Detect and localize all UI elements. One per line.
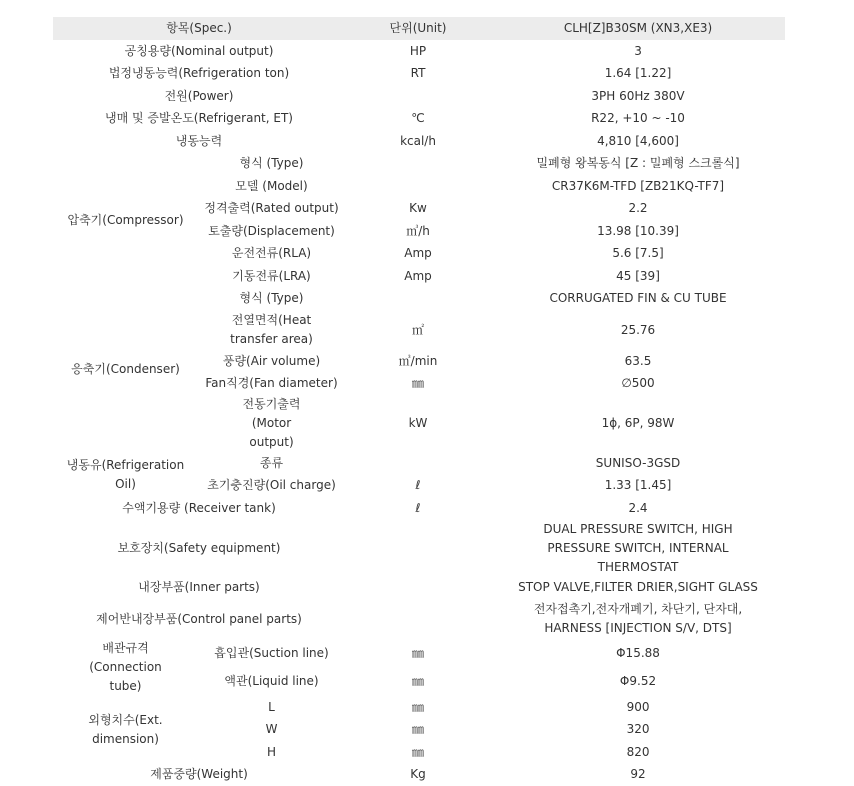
row-value: 13.98 [10.39] [491, 220, 785, 243]
table-row [53, 639, 785, 668]
table-row [53, 764, 785, 786]
row-label: H [198, 741, 345, 764]
spec-table [53, 17, 785, 786]
row-value: 1ϕ, 6P, 98W [491, 395, 785, 452]
table-row [53, 40, 785, 63]
table-row [53, 63, 785, 86]
row-unit: ㎜ [345, 696, 491, 719]
row-label: 초기충진량(Oil charge) [198, 475, 345, 498]
row-value: 1.64 [1.22] [491, 63, 785, 86]
row-value: 3PH 60Hz 380V [491, 85, 785, 108]
row-unit: ㎜ [345, 373, 491, 396]
row-unit: ℓ [345, 475, 491, 498]
row-value: 63.5 [491, 350, 785, 373]
row-label: 모델 (Model) [198, 175, 345, 198]
table-row [53, 108, 785, 131]
row-unit: ㎜ [345, 639, 491, 668]
row-label: 냉동능력 [53, 130, 345, 153]
row-label: Fan직경(Fan diameter) [198, 373, 345, 396]
row-unit: ㎜ [345, 741, 491, 764]
row-unit [345, 153, 491, 176]
row-label: W [198, 719, 345, 742]
row-unit: HP [345, 40, 491, 63]
row-value: DUAL PRESSURE SWITCH, HIGH PRESSURE SWITCH, INTERNAL THERMOSTAT [491, 520, 785, 577]
header-model: CLH[Z]B30SM (XN3,XE3) [491, 17, 785, 40]
row-label: 냉매 및 증발온도(Refrigerant, ET) [53, 108, 345, 131]
row-value: 2.4 [491, 497, 785, 520]
row-value: CORRUGATED FIN & CU TUBE [491, 288, 785, 311]
row-value: R22, +10 ~ -10 [491, 108, 785, 131]
row-unit: ℓ [345, 497, 491, 520]
row-value: 3 [491, 40, 785, 63]
row-label: 공칭용량(Nominal output) [53, 40, 345, 63]
row-label: 제품중량(Weight) [53, 764, 345, 786]
row-unit: ㎥/min [345, 350, 491, 373]
table-row [53, 520, 785, 577]
row-unit: ℃ [345, 108, 491, 131]
row-value: 25.76 [491, 310, 785, 350]
row-value: STOP VALVE,FILTER DRIER,SIGHT GLASS [491, 577, 785, 600]
row-value: 820 [491, 741, 785, 764]
row-label: 형식 (Type) [198, 153, 345, 176]
row-value: 밀폐형 왕복동식 [Z : 밀폐형 스크롤식] [491, 153, 785, 176]
row-value: Φ9.52 [491, 668, 785, 697]
row-unit: kW [345, 395, 491, 452]
row-label: 토출량(Displacement) [198, 220, 345, 243]
row-label: 정격출력(Rated output) [198, 198, 345, 221]
row-label: 전원(Power) [53, 85, 345, 108]
table-row [53, 153, 785, 176]
row-unit [345, 452, 491, 475]
group-label-condenser: 응축기(Condenser) [53, 288, 198, 453]
row-value: 45 [39] [491, 265, 785, 288]
row-value: SUNISO-3GSD [491, 452, 785, 475]
row-label: 보호장치(Safety equipment) [53, 520, 345, 577]
row-label: 흡입관(Suction line) [198, 639, 345, 668]
row-value: Φ15.88 [491, 639, 785, 668]
group-label-dimension: 외형치수(Ext. dimension) [53, 696, 198, 764]
table-row [53, 452, 785, 475]
table-row [53, 288, 785, 311]
table-row [53, 577, 785, 600]
row-unit: RT [345, 63, 491, 86]
row-label: 전열면적(Heat transfer area) [198, 310, 345, 350]
table-row [53, 85, 785, 108]
row-unit: Kw [345, 198, 491, 221]
row-label: 운전전류(RLA) [198, 243, 345, 266]
row-unit: Amp [345, 265, 491, 288]
row-label: 전동기출력(Motor output) [198, 395, 345, 452]
row-unit: ㎜ [345, 668, 491, 697]
row-label: 종류 [198, 452, 345, 475]
row-unit [345, 175, 491, 198]
table-row [53, 497, 785, 520]
header-unit: 단위(Unit) [345, 17, 491, 40]
row-unit [345, 577, 491, 600]
row-label: 내장부품(Inner parts) [53, 577, 345, 600]
row-unit: ㎥/h [345, 220, 491, 243]
row-label: L [198, 696, 345, 719]
row-label: 법정냉동능력(Refrigeration ton) [53, 63, 345, 86]
row-unit [345, 520, 491, 577]
table-row [53, 696, 785, 719]
table-row [53, 599, 785, 639]
row-value: 900 [491, 696, 785, 719]
header-spec: 항목(Spec.) [53, 17, 345, 40]
row-label: 수액기용량 (Receiver tank) [53, 497, 345, 520]
row-unit [345, 599, 491, 639]
group-label-oil: 냉동유(Refrigeration Oil) [53, 452, 198, 497]
row-label: 액관(Liquid line) [198, 668, 345, 697]
row-value: 2.2 [491, 198, 785, 221]
row-value: 5.6 [7.5] [491, 243, 785, 266]
row-value: 1.33 [1.45] [491, 475, 785, 498]
group-label-connection-tube: 배관규격(Connection tube) [53, 639, 198, 696]
row-value: 4,810 [4,600] [491, 130, 785, 153]
row-label: 풍량(Air volume) [198, 350, 345, 373]
row-value: CR37K6M-TFD [ZB21KQ-TF7] [491, 175, 785, 198]
row-label: 제어반내장부품(Control panel parts) [53, 599, 345, 639]
row-value: 320 [491, 719, 785, 742]
table-row [53, 130, 785, 153]
row-unit: ㎜ [345, 719, 491, 742]
row-value: 전자접촉기,전자개폐기, 차단기, 단자대, HARNESS [INJECTION S/V, DTS] [491, 599, 785, 639]
table-header-row [53, 17, 785, 40]
row-unit: Amp [345, 243, 491, 266]
row-unit [345, 85, 491, 108]
group-label-compressor: 압축기(Compressor) [53, 153, 198, 288]
row-unit: Kg [345, 764, 491, 786]
row-unit [345, 288, 491, 311]
row-unit: kcal/h [345, 130, 491, 153]
row-label: 형식 (Type) [198, 288, 345, 311]
row-value: 92 [491, 764, 785, 786]
row-label: 기동전류(LRA) [198, 265, 345, 288]
row-unit: ㎡ [345, 310, 491, 350]
row-value: ∅500 [491, 373, 785, 396]
